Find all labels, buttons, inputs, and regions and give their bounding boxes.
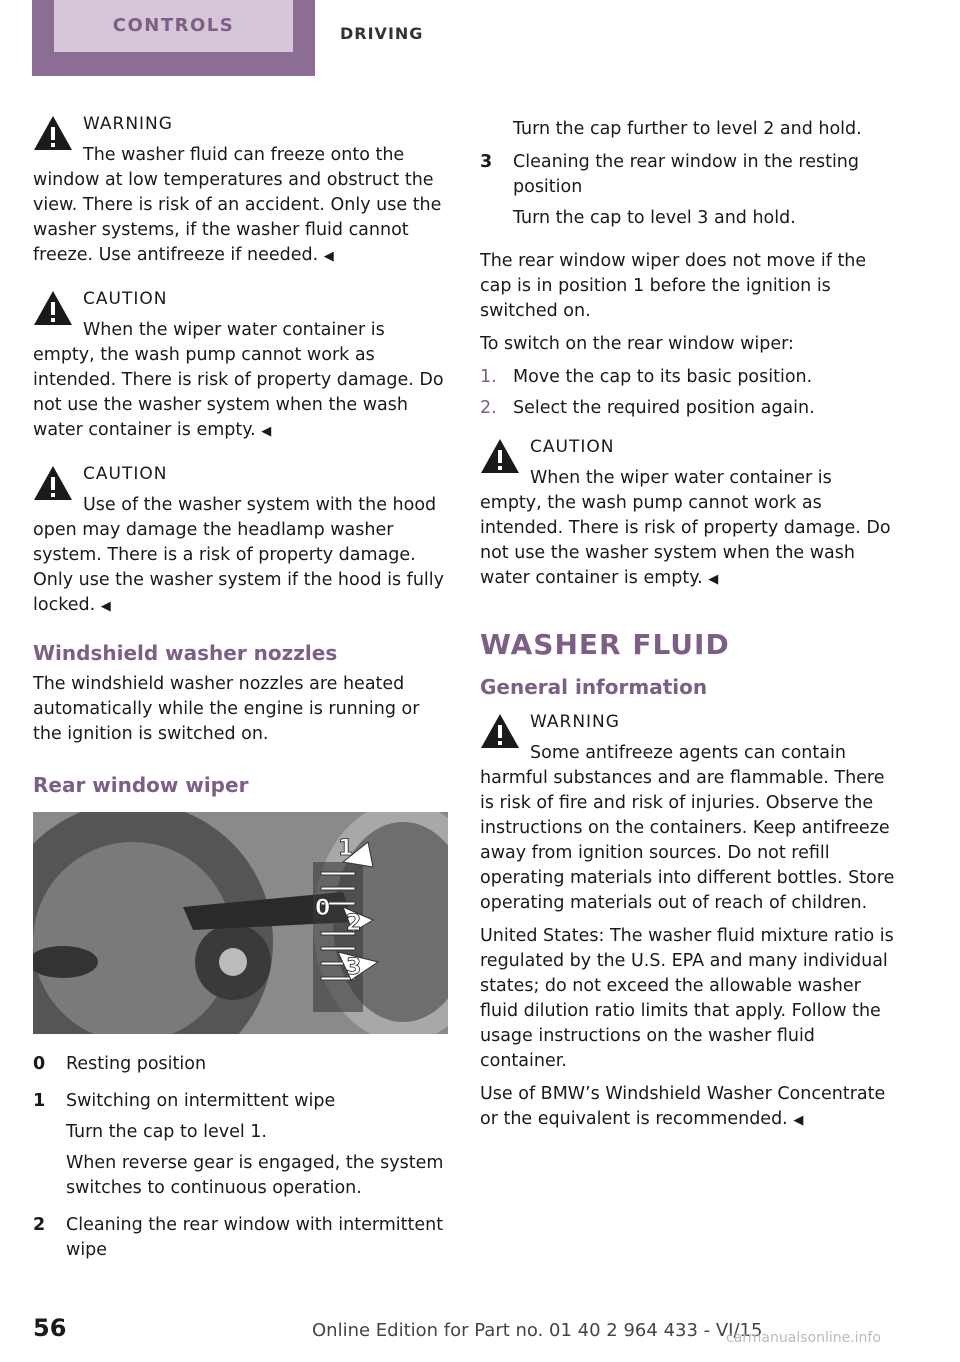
note-body (33, 318, 449, 444)
epa-paragraph: United States: The washer fluid mixture ratio is regulated by the U.S. EPA and many individual states; do not exceed the allowable washer fluid dilution ratio limits that apply. Follow the usage instructions on the washer fluid container. (480, 926, 894, 1071)
nozzles-paragraph: The windshield washer nozzles are heated automatically while the engine is running or the ignition is switched on. (33, 674, 420, 744)
note-title: CAUTION (83, 464, 168, 484)
right-column (480, 117, 896, 1141)
warning-triangle-icon (33, 114, 73, 152)
caution-note-empty-container (33, 287, 449, 444)
item-line: Switching on intermittent wipe (66, 1091, 336, 1111)
note-text: When the wiper water container is empty, the wash pump cannot work as intended. There is risk of property damage. Do not use the washer system when the wash water container is empty. (33, 320, 444, 440)
figure-label-1: 1 (338, 836, 354, 861)
item-body (66, 1089, 449, 1207)
figure-label-3: 3 (346, 955, 362, 980)
warning-triangle-icon (33, 289, 73, 327)
rear-wiper-paragraph: The rear window wiper does not move if the cap is in position 1 before the ignition is switched on. (480, 251, 867, 321)
step-text: Move the cap to its basic position. (513, 367, 813, 387)
item-number: 3 (480, 152, 493, 172)
site-watermark: carmanualsonline.info (726, 1330, 881, 1346)
step-item (480, 396, 896, 421)
item-line: Cleaning the rear window with intermittent wipe (66, 1215, 444, 1260)
step-text: Select the required position again. (513, 398, 815, 418)
note-text: Use of the washer system with the hood open may damage the headlamp washer system. There is a risk of property damage. Only use the washer system if the hood is fully locked. (33, 495, 444, 615)
note-text: When the wiper water container is empty, the wash pump cannot work as intended. There is risk of property damage. Do not use the washer system when the wash water container is empty. (480, 468, 891, 588)
note-title: CAUTION (530, 437, 615, 457)
tab-driving[interactable]: DRIVING (340, 24, 424, 43)
note-title: CAUTION (83, 289, 168, 309)
heading-washer-nozzles: Windshield washer nozzles (33, 641, 338, 665)
item-line: Cleaning the rear window in the resting position (513, 152, 860, 197)
note-title: WARNING (83, 114, 173, 134)
item-body (513, 150, 896, 237)
warning-triangle-icon (480, 437, 520, 475)
heading-general-information: General information (480, 675, 708, 699)
item-number: 1 (33, 1091, 46, 1111)
rear-wiper-figure (33, 812, 448, 1034)
end-mark: ◀ (708, 572, 719, 587)
item-number: 2 (33, 1215, 46, 1235)
list-item (33, 1089, 449, 1207)
item-2-continuation: Turn the cap further to level 2 and hold. (513, 119, 862, 139)
switch-on-paragraph: To switch on the rear window wiper: (480, 334, 794, 354)
item-line: Resting position (66, 1054, 207, 1074)
tab-controls-label: CONTROLS (54, 0, 293, 52)
note-body (480, 466, 896, 592)
warning-triangle-icon (480, 712, 520, 750)
caution-note-hood (33, 462, 449, 619)
concentrate-paragraph (480, 1082, 896, 1133)
item-body (66, 1052, 206, 1083)
note-title: WARNING (530, 712, 620, 732)
list-item (33, 1052, 449, 1083)
left-column (33, 112, 449, 1275)
concentrate-text: Use of BMW’s Windshield Washer Concentrate or the equivalent is recommended. (480, 1084, 886, 1129)
note-text: The washer fluid can freeze onto the window at low temperatures and obstruct the view. There is risk of an accident. Only use the washer systems, if the washer fluid cannot freeze. Use antifreeze if needed. (33, 145, 442, 265)
end-mark: ◀ (323, 249, 334, 264)
item-line: Turn the cap to level 1. (66, 1122, 267, 1142)
heading-washer-fluid: WASHER FLUID (480, 628, 730, 661)
warning-note-antifreeze (480, 710, 896, 916)
end-mark: ◀ (793, 1113, 804, 1128)
end-mark: ◀ (261, 424, 272, 439)
step-number: 1. (480, 367, 497, 387)
figure-label-2: 2 (346, 911, 362, 936)
item-line: Turn the cap to level 3 and hold. (513, 208, 796, 228)
item-body (66, 1213, 449, 1269)
step-number: 2. (480, 398, 497, 418)
step-item (480, 365, 896, 390)
end-mark: ◀ (100, 599, 111, 614)
tab-controls[interactable] (32, 0, 315, 76)
note-body (33, 493, 449, 619)
warning-note-freeze (33, 112, 449, 269)
warning-triangle-icon (33, 464, 73, 502)
note-body (33, 143, 449, 269)
note-text: Some antifreeze agents can contain harmful substances and are flammable. There is risk of fire and risk of injuries. Observe the instructions on the containers. Keep antifreeze away from ignition sources. Do not refill operating materials into different bottles. Store operating materials out of reach of children. (480, 743, 895, 913)
figure-label-0: 0 (315, 896, 331, 921)
list-item (480, 150, 896, 237)
edition-note: Online Edition for Part no. 01 40 2 964 433 - VI/15 (312, 1320, 763, 1341)
caution-note-empty-container-2 (480, 435, 896, 592)
page-number: 56 (33, 1314, 67, 1342)
list-item (33, 1213, 449, 1269)
heading-rear-wiper: Rear window wiper (33, 773, 249, 797)
item-line: When reverse gear is engaged, the system switches to continuous operation. (66, 1153, 444, 1198)
item-number: 0 (33, 1054, 46, 1074)
